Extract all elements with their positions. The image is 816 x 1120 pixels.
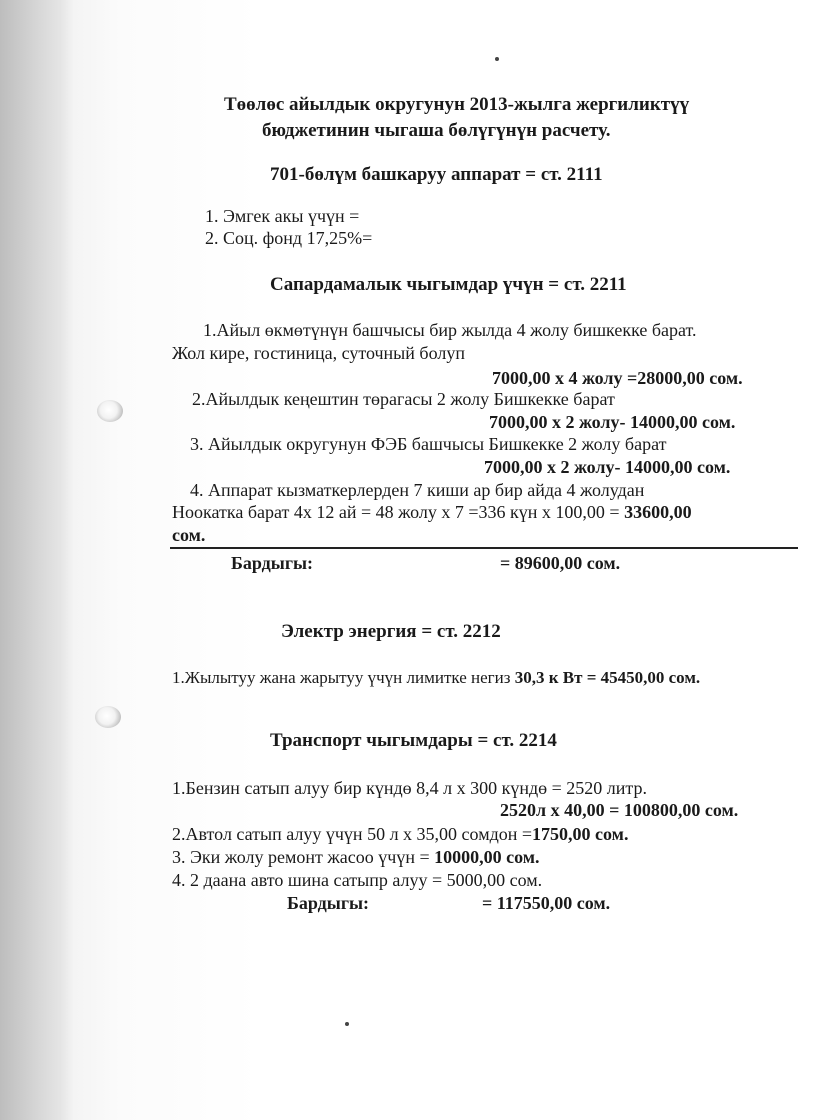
transport-item-3 xyxy=(172,847,540,868)
document-title-line1: Төөлөс айылдык округунун 2013-жылга жергиликтүү xyxy=(224,94,690,115)
list-item: 2. Соц. фонд 17,25%= xyxy=(205,228,373,248)
punch-hole-bottom xyxy=(95,706,121,728)
section-2212-heading: Электр энергия = ст. 2212 xyxy=(281,621,501,642)
item-2-calc: 7000,00 х 2 жолу- 14000,00 сом. xyxy=(489,412,736,432)
speck-mark xyxy=(345,1022,349,1026)
section-2211-heading: Сапардамалык чыгымдар үчүн = ст. 2211 xyxy=(270,274,627,295)
item-4-calc-text: Ноокатка барат 4х 12 ай = 48 жолу х 7 =336 күн х 100,00 = xyxy=(172,502,625,522)
divider-line xyxy=(170,547,798,549)
item-1-calc: 7000,00 х 4 жолу =28000,00 сом. xyxy=(492,368,743,388)
electricity-item-text: 1.Жылытуу жана жарытуу үчүн лимитке негиз xyxy=(172,668,515,687)
transport-item-4: 4. 2 даана авто шина сатыпр алуу = 5000,00 сом. xyxy=(172,870,543,890)
transport-item-2 xyxy=(172,824,628,845)
item-4-line1: 4. Аппарат кызматкерлерден 7 киши ар бир айда 4 жолудан xyxy=(190,480,645,500)
electricity-item-amount: 30,3 к Вт = 45450,00 сом. xyxy=(514,668,701,687)
item-1-line2: Жол кире, гостиница, суточный болуп xyxy=(172,343,465,363)
transport-item-2-amount: 1750,00 сом. xyxy=(532,824,629,844)
item-1-line1: 1.Айыл өкмөтүнүн башчысы бир жылда 4 жолу бишкекке барат. xyxy=(203,320,697,340)
item-2-line1: 2.Айылдык кеңештин төрагасы 2 жолу Бишкекке барат xyxy=(192,389,615,409)
total-2211-label: Бардыгы: xyxy=(231,553,314,573)
section-2214-heading: Транспорт чыгымдары = ст. 2214 xyxy=(270,730,557,751)
document-title-line2: бюджетинин чыгаша бөлүгүнүн расчету. xyxy=(262,120,611,141)
page-edge-shadow xyxy=(0,0,62,1120)
total-2214-label: Бардыгы: xyxy=(287,893,370,913)
punch-hole-top xyxy=(97,400,123,422)
transport-item-3-text: 3. Эки жолу ремонт жасоо үчүн = xyxy=(172,847,435,867)
total-2214-value: = 117550,00 сом. xyxy=(482,893,611,913)
transport-item-3-amount: 10000,00 сом. xyxy=(434,847,540,867)
transport-item-1: 1.Бензин сатып алуу бир күндө 8,4 л х 300 күндө = 2520 литр. xyxy=(172,778,647,798)
total-2211-value: = 89600,00 сом. xyxy=(500,553,621,573)
speck-mark xyxy=(495,57,499,61)
transport-item-2-text: 2.Автол сатып алуу үчүн 50 л х 35,00 сомдон = xyxy=(172,824,533,844)
transport-item-1-calc: 2520л х 40,00 = 100800,00 сом. xyxy=(500,800,739,820)
item-3-line1: 3. Айылдык округунун ФЭБ башчысы Бишкекке 2 жолу барат xyxy=(190,434,667,454)
item-4-amount: 33600,00 xyxy=(624,502,692,522)
item-4-line2 xyxy=(172,502,692,523)
item-3-calc: 7000,00 х 2 жолу- 14000,00 сом. xyxy=(484,457,731,477)
item-4-currency: сом. xyxy=(172,525,206,545)
section-2111-heading: 701-бөлүм башкаруу аппарат = ст. 2111 xyxy=(270,164,603,185)
list-item: 1. Эмгек акы үчүн = xyxy=(205,206,360,226)
electricity-item xyxy=(172,668,700,688)
